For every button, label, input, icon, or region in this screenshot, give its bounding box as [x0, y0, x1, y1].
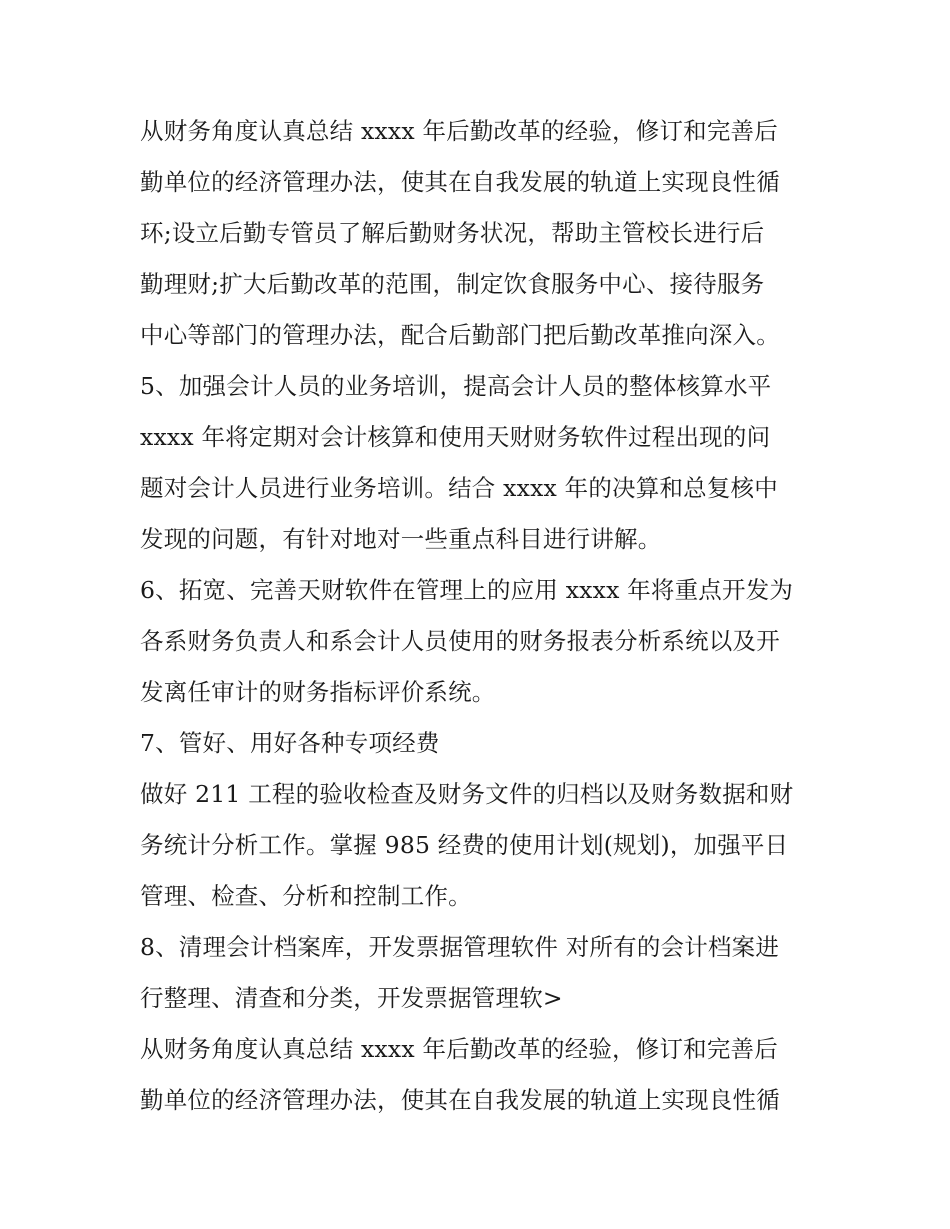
text-line: 务统计分析工作。掌握 985 经费的使用计划(规划)，加强平日: [140, 831, 789, 859]
text-line: 中心等部门的管理办法，配合后勤部门把后勤改革推向深入。: [140, 321, 780, 349]
text-line: 环;设立后勤专管员了解后勤财务状况，帮助主管校长进行后: [140, 219, 765, 247]
text-line: 从财务角度认真总结 xxxx 年后勤改革的经验，修订和完善后: [140, 1035, 778, 1063]
text-line: 从财务角度认真总结 xxxx 年后勤改革的经验，修订和完善后: [140, 117, 778, 145]
text-line: 发离任审计的财务指标评价系统。: [140, 678, 496, 706]
text-line: 各系财务负责人和系会计人员使用的财务报表分析系统以及开: [140, 627, 780, 655]
text-line: 题对会计人员进行业务培训。结合 xxxx 年的决算和总复核中: [140, 474, 778, 502]
section-heading-7: 7、管好、用好各种专项经费: [140, 729, 440, 757]
text-line: xxxx 年将定期对会计核算和使用天财财务软件过程出现的问: [140, 423, 771, 451]
section-heading-5: 5、加强会计人员的业务培训，提高会计人员的整体核算水平: [140, 372, 772, 400]
text-line: 勤单位的经济管理办法，使其在自我发展的轨道上实现良性循: [140, 1086, 780, 1114]
text-line: 发现的问题，有针对地对一些重点科目进行讲解。: [140, 525, 662, 553]
text-line: 勤理财;扩大后勤改革的范围，制定饮食服务中心、接待服务: [140, 270, 765, 298]
text-line: 做好 211 工程的验收检查及财务文件的归档以及财务数据和财: [140, 780, 794, 808]
text-line: 行整理、清查和分类，开发票据管理软>: [140, 984, 563, 1012]
document-body: [140, 106, 830, 1126]
text-line: 勤单位的经济管理办法，使其在自我发展的轨道上实现良性循: [140, 168, 780, 196]
text-line: 管理、检查、分析和控制工作。: [140, 882, 472, 910]
section-heading-6: 6、拓宽、完善天财软件在管理上的应用 xxxx 年将重点开发为: [140, 576, 794, 604]
section-heading-8: 8、清理会计档案库，开发票据管理软件 对所有的会计档案进: [140, 933, 780, 961]
